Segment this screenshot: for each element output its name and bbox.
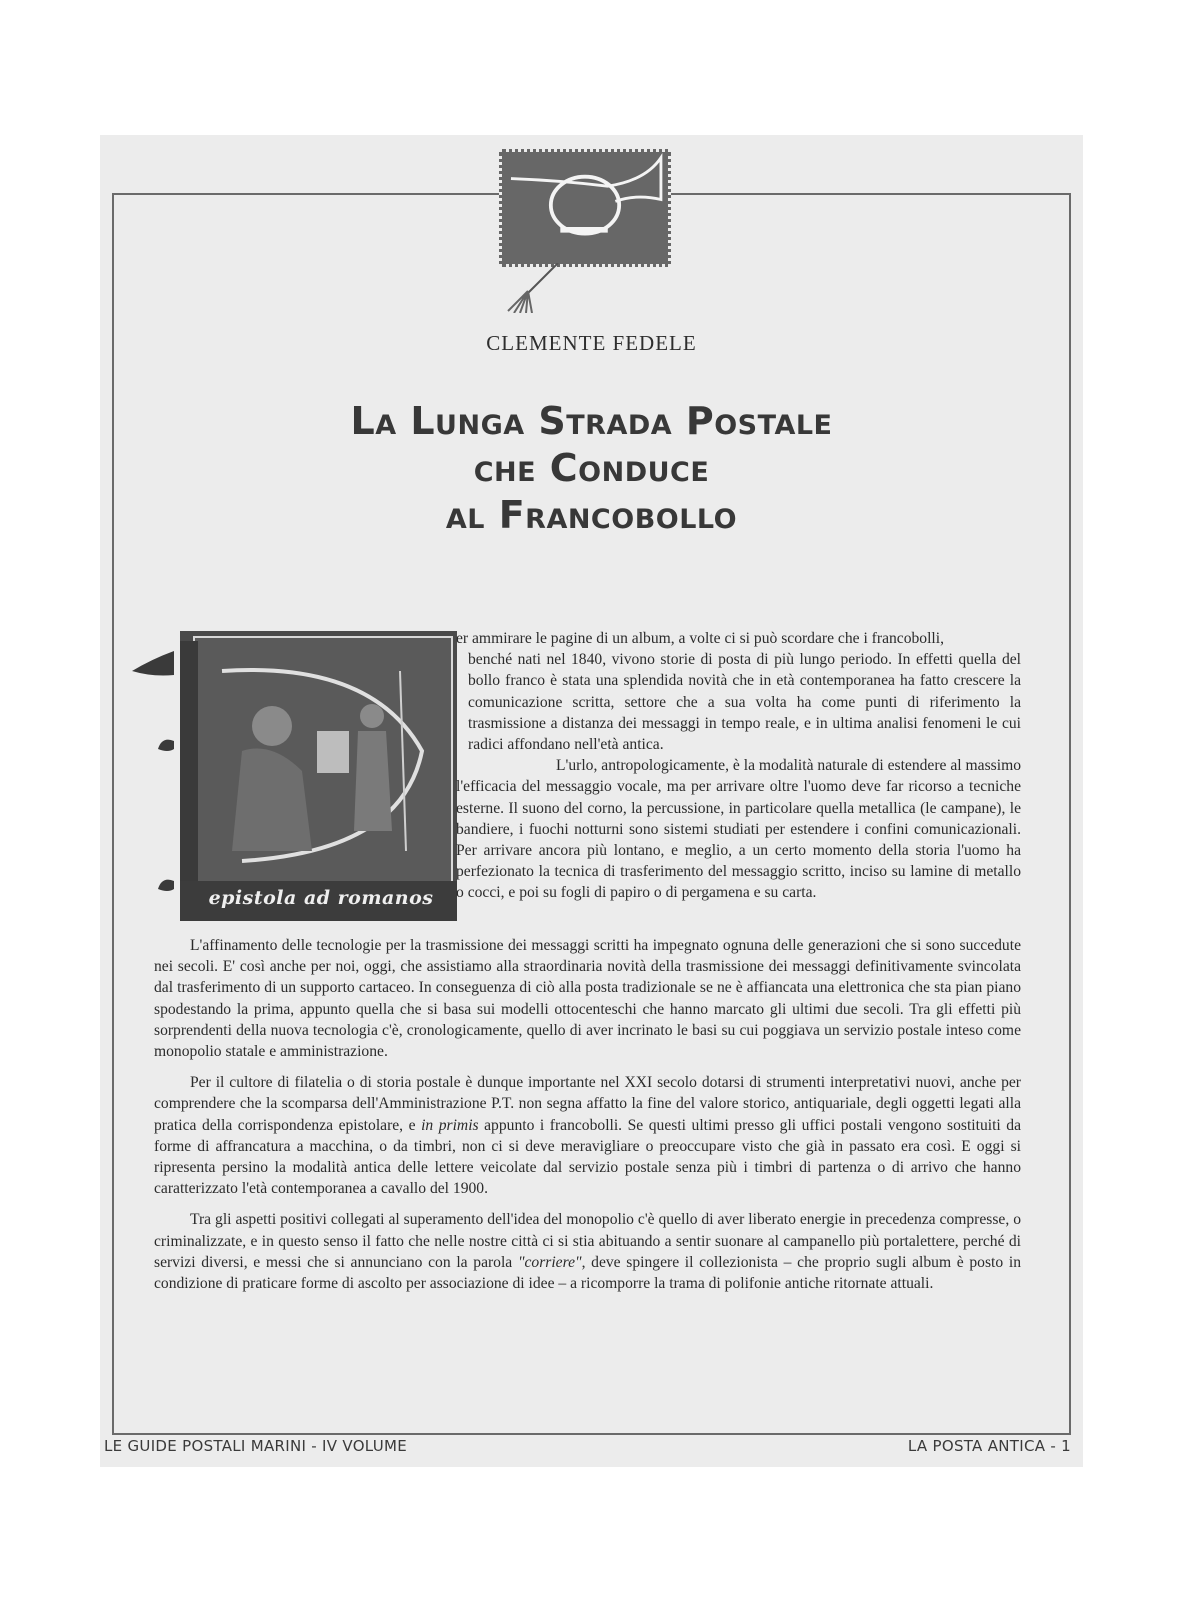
paragraph-4-text-a: Per il cultore di filatelia o di storia postale è dunque importante nel XXI secolo dotarsi di strumenti interpretativi nuovi, anche per comprendere che la scomparsa dell'Amministrazione P.T. non segna affatto la fine del valore storico, antiquariale, degli oggetti legati alla pratica della corrispondenza epistolare, e bbox=[154, 1074, 1021, 1134]
illuminated-initial-p bbox=[122, 631, 457, 926]
paragraph-4-emphasis: in primis bbox=[421, 1116, 479, 1134]
paragraph-5 bbox=[154, 1209, 1021, 1294]
page-sheet bbox=[100, 135, 1083, 1467]
title-line-2: che Conduce bbox=[473, 446, 710, 490]
footer-page-label: LA POSTA ANTICA - 1 bbox=[907, 1437, 1071, 1455]
title-line-3: al Francobollo bbox=[445, 493, 738, 537]
paragraph-5-emphasis: "corriere" bbox=[517, 1253, 582, 1271]
drop-cap-continuation: er ammirare le pagine di un album, a volte ci si può scordare che i francobolli, bbox=[456, 630, 944, 647]
saint-halo-icon bbox=[252, 706, 292, 746]
paragraph-5-text-a: Tra gli aspetti positivi collegati al superamento dell'idea del monopolio c'è quello di aver liberato energie in precedenza compresse, o criminalizzate, e in questo senso il fatto che nelle nostre città ci si stia abituando a sentir suonare al campanello più portalettere, perché di servizi diversi, e messi che si annunciano con la parola bbox=[154, 1211, 1021, 1271]
article-title bbox=[100, 398, 1083, 539]
illustration-caption: epistola ad romanos bbox=[208, 887, 434, 909]
author-name: CLEMENTE FEDELE bbox=[486, 331, 697, 355]
paragraph-1 bbox=[456, 628, 1021, 755]
paragraph-5-text-b: , deve spingere il collezionista – che proprio sugli album è posto in condizione di praticare forme di ascolto per associazione di idee – a ricomporre la trama di polifonie antiche ritornate attuali. bbox=[154, 1253, 1022, 1293]
article-intro-column bbox=[456, 628, 1021, 904]
paragraph-4-text-b: appunto i francobolli. Se questi ultimi presso gli uffici postali vengono sostituiti da forme di affrancatura a macchina, o da timbri, non ci si deve meravigliare o preoccupare visto che già in passato era così. E oggi si ripresenta persino la modalità antica delle lettere veicolate dal servizio postale senza più i timbri di partenza o di arrivo che hanno caratterizzato l'età contemporanea a cavallo del 1900. bbox=[154, 1116, 1022, 1198]
paragraph-2: L'urlo, antropologicamente, è la modalità naturale di estendere al massimo l'efficacia del messaggio vocale, ma per arrivare oltre l'uomo deve far ricorso a tecniche esterne. Il suono del corno, la percussione, in particolare quella metallica (le campane), le bandiere, i fuochi notturni sono sistemi studiati per estendere i confini comunicazionali. Per arrivare ancora più lontano, e meglio, a un certo momento della storia l'uomo ha perfezionato la tecnica di trasferimento del messaggio scritto, inciso su lamine di metallo o cocci, e poi su fogli di papiro o di pergamena e su carta. bbox=[456, 757, 1021, 902]
footer-series-title: LE GUIDE POSTALI MARINI - IV VOLUME bbox=[104, 1437, 408, 1455]
paragraph-4 bbox=[154, 1072, 1021, 1199]
paragraph-1-body: benché nati nel 1840, vivono storie di posta di più lungo periodo. In effetti quella del bollo franco è stata una splendida novità che in età contemporanea ha fatto crescere la comunicazione scritta, settore che a sua volta ha come punti di riferimento la trasmissione a distanza dei messaggi in tempo reale, e in ultima analisi fenomeni le cui radici affondano nell'età antica. bbox=[468, 651, 1021, 754]
title-line-1: La Lunga Strada Postale bbox=[350, 399, 833, 443]
tassel-icon bbox=[498, 263, 578, 313]
article-body-column bbox=[154, 935, 1021, 1304]
posthorn-stamp-icon bbox=[499, 149, 671, 267]
paragraph-3: L'affinamento delle tecnologie per la trasmissione dei messaggi scritti ha impegnato ognuna delle generazioni che si sono succedute nei secoli. E' così anche per noi, oggi, che assistiamo alla straordinaria novità della trasmissione dei messaggi definitivamente svincolata dal trasferimento di un supporto cartaceo. In conseguenza di ciò alla posta tradizionale se ne è affiancata una elettronica che sta pian piano spodestando la prima, appunto quella che si basa sui modelli ottocenteschi che hanno marcato gli ultimi due secoli. Tra gli effetti più sorprendenti della nuova tecnologia c'è, cronologicamente, quello di aver incrinato le basi su cui poggiava un servizio postale inteso come monopolio statale e amministrazione. bbox=[154, 937, 1021, 1061]
